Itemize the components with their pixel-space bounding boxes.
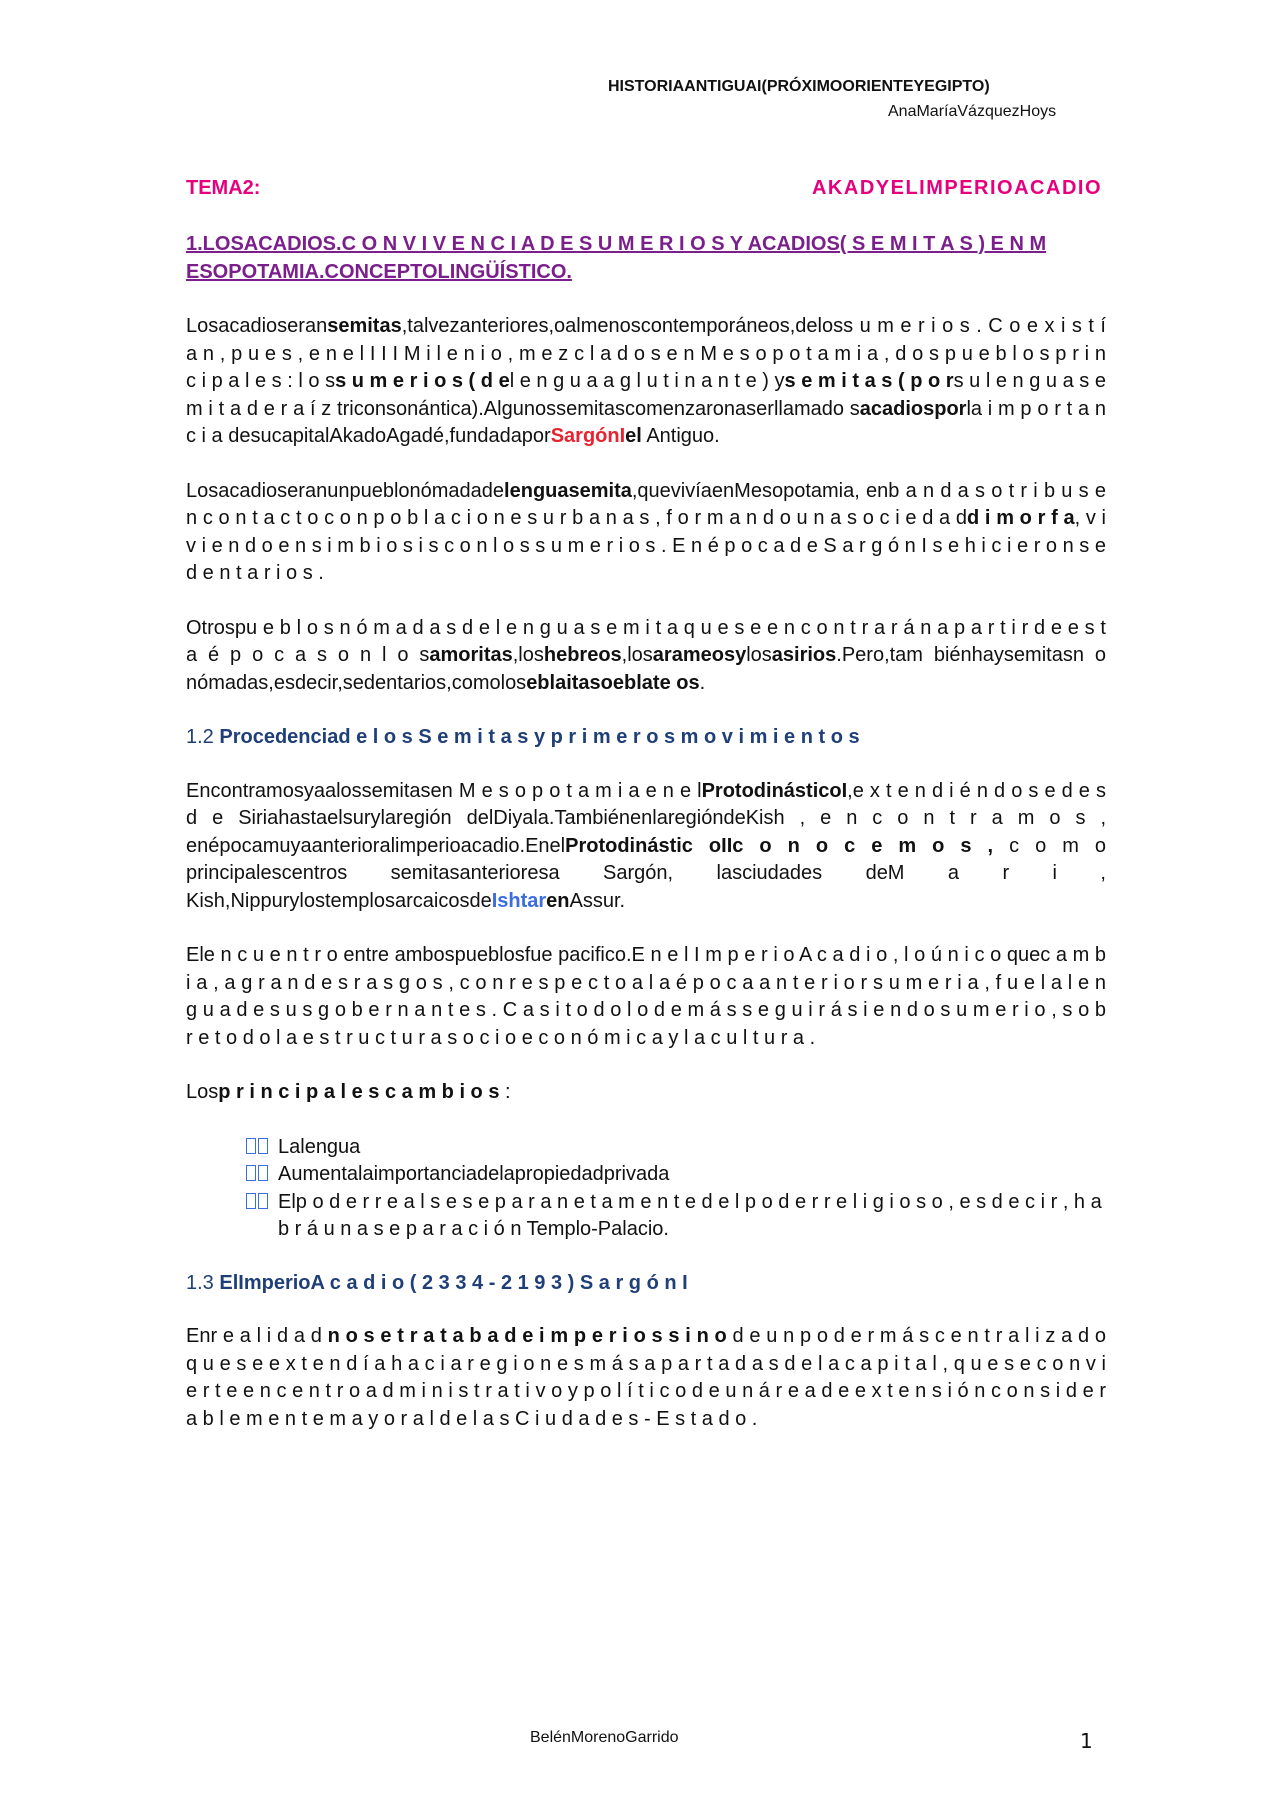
square-bullet-icon [246,1193,270,1211]
text: ,talvezanteriores,oalmenoscontemporáneos,deloss u m e r i o s . C o e x i s t í a n , p u e s , e n e l I I I M i l e n i o , m e z c l a d o s e n M e s o p o t a m i a , d o s p u e b l o s p r i n c i p a l e s : l o s [186,315,1106,392]
text: . [699,671,706,694]
text: Otrospu e b l o s n ó m a d a s d e l e n g u a s e m i t a q u e s e e n c o n t r a r á n a p a r t i r d e e s t a é p o c a s o n l o s [186,616,1106,666]
tema-title: AKADYELIMPERIOACADIO [811,177,1102,199]
bold-text: amoritas [429,644,513,666]
text: Encontramosyaalossemitasen M e s o p o t a m i a e n e l [186,779,702,802]
section-1-3-paragraph-1 [186,1323,1106,1433]
header-author: AnaMaríaVázquezHoys [888,103,1057,120]
text: c o m o principalescentros semitasanterioresa Sargón, lasciudades deM a r i , Kish,Nippurylostemplosarcaicosde [186,834,1106,912]
text: ,quevivíaenMesopotamia, enb a n d a s o t r i b u s e n c o n t a c t o c o n p o b l a c i o n e s u r b a n a s , f o r m a n d o u n a s o c i e d a d [186,479,1106,529]
text: Losacadioseran [186,315,328,337]
text: : [505,1081,511,1103]
bold-text: eblaitasoeblate os [526,671,700,694]
list-item [246,1161,1106,1189]
section-1-heading: 1.LOSACADIOS.C O N V I V E N C I A D E S U M E R I O S Y ACADIOS( S E M I T A S ) E N M ESOPOTAMIA.CONCEPTOLINGÜÍSTICO. [186,233,1047,283]
square-bullet-icon [246,1165,270,1183]
bold-text: en [546,889,570,912]
section-title: ElImperioA c a d i o ( 2 3 3 4 - 2 1 9 3 ) S a r g ó n I [219,1271,688,1294]
text: .Pero,tam biénhaysemitasn o nómadas,esdecir,sedentarios,comolos [186,644,1106,694]
text: l e n g u a a g l u t i n a n t e ) y [509,370,785,392]
text: Assur. [569,889,626,912]
header-title: HISTORIAANTIGUAI(PRÓXIMOORIENTEYEGIPTO) [608,78,990,95]
bold-text: el [625,425,642,447]
section-1-2-paragraph-2: Ele n c u e n t r o entre ambospueblosfue pacifico.E n e l I m p e r i o A c a d i o , l o ú n i c o quec a m b i a , a g r a n d e s r a s g o s , c o n r e s p e c t o a l a é p o c a a n t e r i o r s u m e r i a , f u e l a l e n g u a d e s u s g o b e r n a n t e s . C a s i t o d o l o d e m á s s e g u i r á s i e n d o s u m e r i o , s o b r e t o d o l a e s t r u c t u r a s o c i o e c o n ó m i c a y l a c u l t u r a . [186,944,1106,1049]
section-1-2-paragraph-1 [186,778,1106,916]
bold-text: d i m o r f a [967,507,1075,529]
text: Antiguo. [646,425,720,447]
footer-name: BelénMorenoGarrido [530,1729,679,1746]
text: la i m p o r t a n c i a desucapitalAkadoAgadé,fundadapor [186,397,1106,447]
list-item-text: Elp o d e r r e a l s e s e p a r a n e t a m e n t e d e l p o d e r r e l i g i o s o , e s d e c i r , h a b r á u n a s e p a r a c i ó n Templo-Palacio. [278,1190,1102,1240]
text: Losacadioseranunpueblonómadade [186,479,505,502]
bold-text: asirios [771,644,837,666]
bold-text: semitas [327,315,402,337]
section-1-paragraph-2 [186,478,1106,588]
bold-text: acadiospor [859,397,967,420]
text: los [746,644,772,666]
section-1-paragraph-1 [186,313,1106,451]
bold-text: s u m e r i o s ( d e [335,370,510,392]
text: s u l e n g u a s e m i t a d e r a í z triconsonántica).Algunossemitascomenzaronaserllamado s [186,370,1106,420]
section-title: Procedenciad e l o s S e m i t a s y p r i m e r o s m o v i m i e n t o s [219,726,860,748]
document-body [186,231,1106,1460]
square-bullet-icon [246,1138,270,1156]
list-item-text: Aumentalaimportanciadelapropiedadprivada [278,1163,670,1185]
highlight-sargon: SargónI [550,425,626,447]
text: Enr e a l i d a d [186,1325,322,1347]
list-item [246,1134,1106,1162]
list-item [246,1189,1106,1244]
text: Los [186,1081,219,1103]
bold-text: lenguasemita [504,479,632,502]
changes-list [186,1134,1106,1244]
highlight-ishtar: Ishtar [491,889,547,912]
section-number: 1.2 [186,726,214,748]
text: d e u n p o d e r m á s c e n t r a l i z a d o q u e s e e x t e n d í a h a c i a r e g i o n e s m á s a p a r t a d a s d e l a c a p i t a l , q u e s e c o n v i e r t e e n c e n t r o a d m i n i s t r a t i v o y p o l í t i c o d e u n á r e a d e e x t e n s i ó n c o n s i d e r a b l e m e n t e m a y o r a l d e l a s C i u d a d e s - E s t a d o . [186,1325,1106,1430]
section-1-paragraph-3 [186,615,1106,698]
bold-text: s e m i t a s ( p o r [784,370,954,392]
bold-text: Protodinástic oIIc o n o c e m o s , [565,834,994,857]
page-number: 1 [1080,1729,1093,1753]
bold-text: p r i n c i p a l e s c a m b i o s [218,1081,500,1103]
section-number: 1.3 [186,1271,214,1294]
bold-text: hebreos [543,644,622,666]
text: ,los [621,644,653,666]
section-1-2-paragraph-3 [186,1079,1106,1107]
bold-text: ProtodinásticoI [701,779,848,802]
section-1-2-heading [186,724,1106,752]
section-1-3-heading [186,1270,1106,1298]
tema-label: TEMA2: [186,177,261,199]
text: , v i v i e n d o e n s i m b i o s i s c o n l o s s u m e r i o s . E n é p o c a d e S a r g ó n I s e h i c i e r o n s e d e n t a r i o s . [186,507,1107,584]
bold-text: n o s e t r a t a b a d e i m p e r i o s s i n o [327,1325,727,1347]
text: ,los [512,644,544,666]
list-item-text: Lalengua [278,1135,361,1158]
text: ,e x t e n d i é n d o s e d e s d e Siriahastaelsurylaregión delDiyala.TambiénenlaregióndeKish , e n c o n t r a m o s , enépocamuyaanterioralimperioacadio.Enel [186,779,1106,857]
bold-text: arameosy [652,644,747,666]
